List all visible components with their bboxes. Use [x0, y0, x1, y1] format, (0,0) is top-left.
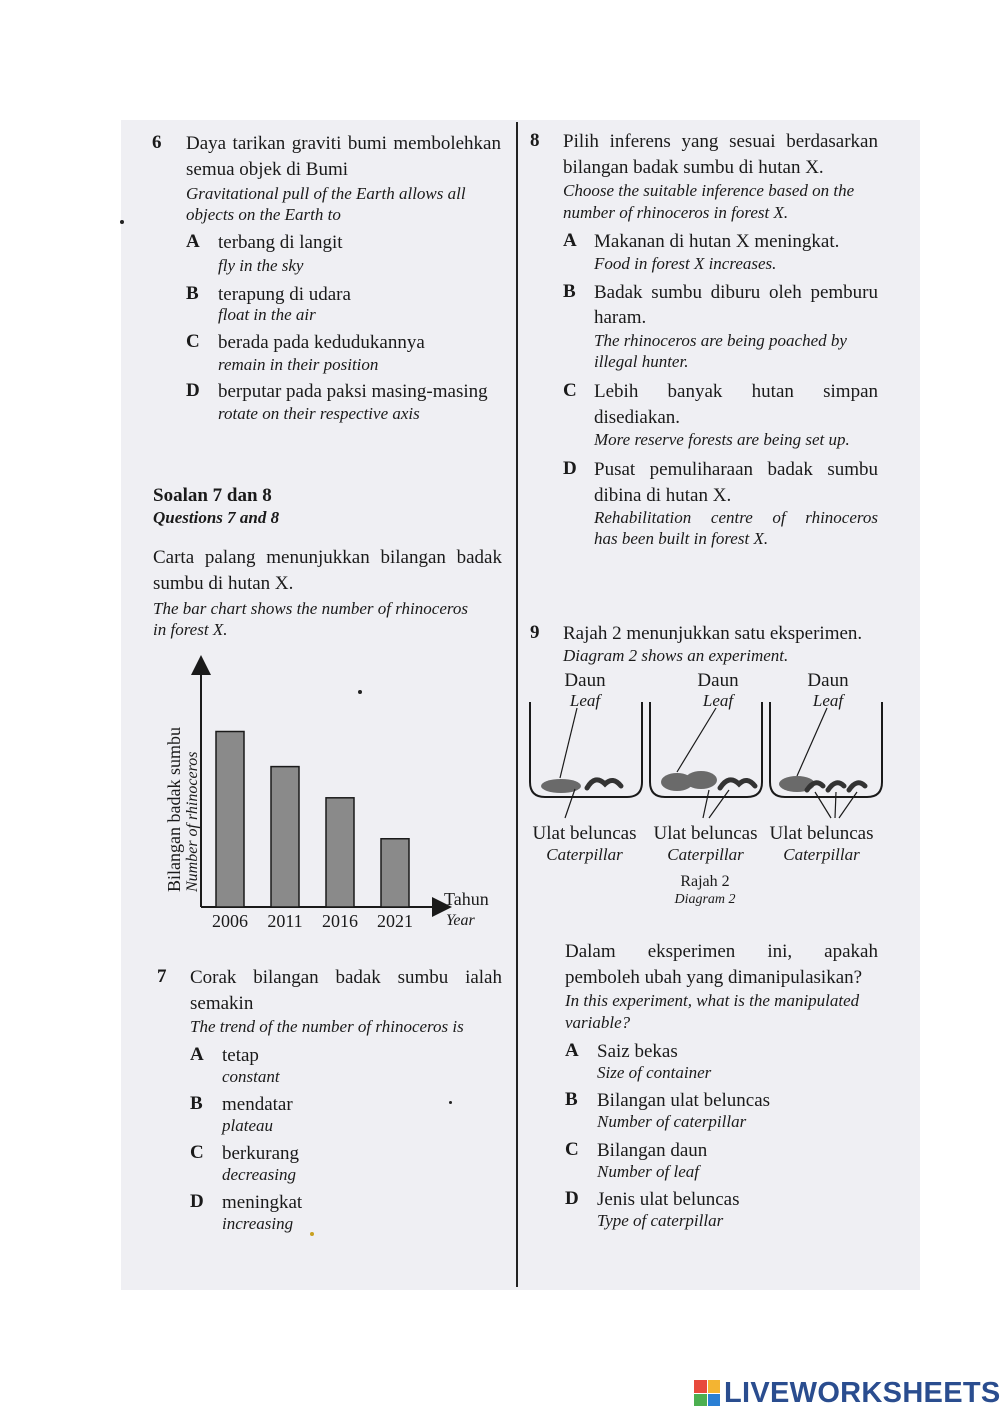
option-text-ms-line2: dibina di hutan X. [594, 485, 732, 506]
leaf-2b [685, 771, 717, 789]
option-letter: B [190, 1093, 203, 1114]
diagram-caption-en: Diagram 2 [674, 892, 736, 907]
q9-number: 9 [530, 622, 540, 643]
q7-stem-ms-line1: Corak bilangan badak sumbu ialah [190, 967, 502, 988]
leaf-1 [541, 779, 581, 793]
q8-stem-ms-line2: bilangan badak sumbu di hutan X. [563, 157, 824, 178]
q8-stem-ms-line1: Pilih inferens yang sesuai berdasarkan [563, 131, 878, 152]
caterpillar-3c [849, 783, 865, 790]
scan-mark [310, 1232, 314, 1236]
option-letter: A [563, 230, 577, 251]
option-letter: C [186, 331, 200, 352]
leaf-label-ms-1: Daun [564, 670, 606, 691]
scan-mark [358, 690, 362, 694]
bar-2016 [326, 798, 354, 907]
option-text-ms-line2: disediakan. [594, 407, 681, 428]
option-text-ms: berkurang [222, 1143, 300, 1164]
q8-number: 8 [530, 130, 540, 151]
caterpillar-pointer-3b [835, 792, 836, 818]
leaf-label-en-3: Leaf [812, 691, 844, 710]
option-text-en-line2: has been built in forest X. [594, 529, 769, 548]
leaf-pointer-3 [797, 708, 827, 776]
leaf-label-ms-3: Daun [807, 670, 849, 691]
caterpillar-label-en-1: Caterpillar [546, 845, 623, 864]
q6-stem-ms-line1: Daya tarikan graviti bumi membolehkan [186, 133, 501, 154]
bar-2006 [216, 732, 244, 908]
logo-square [694, 1380, 707, 1393]
caterpillar-label-ms-3: Ulat beluncas [769, 823, 874, 844]
section-heading-ms: Soalan 7 dan 8 [153, 485, 272, 506]
y-axis-label-en: Number of rhinoceros [184, 751, 201, 892]
option-text-en: float in the air [218, 305, 316, 324]
x-axis-label-ms: Tahun [444, 889, 489, 909]
caterpillar-2 [720, 780, 755, 788]
option-text-ms-line1: Pusat pemuliharaan badak sumbu [594, 459, 878, 480]
option-letter: A [565, 1040, 579, 1061]
scan-mark [120, 220, 124, 224]
option-text-ms-line2: haram. [594, 307, 647, 328]
caterpillar-label-en-3: Caterpillar [783, 845, 860, 864]
option-text-en: Number of leaf [597, 1162, 699, 1181]
option-text-ms: meningkat [222, 1192, 303, 1213]
option-text-ms: berada pada kedudukannya [218, 332, 425, 353]
q6-number: 6 [152, 132, 162, 153]
option-text-ms: berputar pada paksi masing-masing [218, 381, 488, 402]
option-text-en: Type of caterpillar [597, 1211, 724, 1230]
caterpillar-pointer-2a [703, 790, 709, 818]
caterpillar-pointer-2b [709, 790, 729, 818]
caterpillar-3a [807, 783, 823, 790]
leaf-label-en-2: Leaf [702, 691, 734, 710]
q9-stem-en: Diagram 2 shows an experiment. [563, 646, 789, 665]
brand-name: LIVEWORKSHEETS [724, 1376, 1000, 1409]
experiment-containers [525, 700, 885, 820]
leaf-pointer-2 [677, 708, 716, 772]
caterpillar-1 [587, 780, 621, 788]
x-tick-label-2016: 2016 [322, 911, 358, 930]
option-letter: B [565, 1089, 578, 1110]
caterpillar-pointer-1 [565, 789, 575, 818]
x-axis-label-en: Year [446, 912, 475, 929]
option-text-ms-line1: Badak sumbu diburu oleh pemburu [594, 282, 878, 303]
option-letter: D [565, 1188, 579, 1209]
option-text-en-line1: Rehabilitation centre of rhinoceros [594, 508, 878, 527]
q7-number: 7 [157, 966, 167, 987]
leaf-label-en-1: Leaf [569, 691, 601, 710]
option-letter: D [186, 380, 200, 401]
option-text-ms-line1: Lebih banyak hutan simpan [594, 381, 878, 402]
caterpillar-label-ms-2: Ulat beluncas [653, 823, 758, 844]
option-letter: A [190, 1044, 204, 1065]
q9-question-en-line1: In this experiment, what is the manipulated [565, 991, 860, 1010]
caterpillar-pointer-3a [815, 792, 831, 818]
caterpillar-label-ms-1: Ulat beluncas [532, 823, 637, 844]
option-text-en: Size of container [597, 1063, 712, 1082]
x-tick-label-2021: 2021 [377, 911, 413, 930]
option-text-ms: Bilangan ulat beluncas [597, 1090, 771, 1111]
bars [216, 732, 409, 908]
y-axis-label-ms: Bilangan badak sumbu [164, 727, 184, 892]
option-letter: D [190, 1191, 204, 1212]
section-intro-en-line2: in forest X. [153, 620, 228, 639]
option-text-en-line2: illegal hunter. [594, 352, 689, 371]
q6-stem-ms-line2: semua objek di Bumi [186, 159, 349, 180]
q6-stem-en-line1: Gravitational pull of the Earth allows all [186, 184, 466, 203]
option-text-en-line1: More reserve forests are being set up. [594, 430, 850, 449]
option-text-en: constant [222, 1067, 280, 1086]
bar-2021 [381, 839, 409, 907]
x-tick-labels [212, 911, 413, 930]
q9-question-ms-line2: pemboleh ubah yang dimanipulasikan? [565, 967, 863, 988]
leaf-label-ms-2: Daun [697, 670, 739, 691]
option-text-en: Food in forest X increases. [594, 254, 777, 273]
option-letter: C [565, 1139, 579, 1160]
option-text-en-line1: The rhinoceros are being poached by [594, 331, 847, 350]
q6-stem-en-line2: objects on the Earth to [186, 205, 341, 224]
section-intro-en-line1: The bar chart shows the number of rhinoceros [153, 599, 468, 618]
option-text-ms: Bilangan daun [597, 1140, 708, 1161]
q8-stem-en-line1: Choose the suitable inference based on the [563, 181, 855, 200]
scan-mark [449, 1101, 452, 1104]
option-text-en: Number of caterpillar [597, 1112, 747, 1131]
option-text-ms: terbang di langit [218, 232, 343, 253]
option-text-en: remain in their position [218, 355, 379, 374]
option-text-ms: Jenis ulat beluncas [597, 1189, 740, 1210]
option-text-ms: tetap [222, 1045, 259, 1066]
x-tick-label-2006: 2006 [212, 911, 248, 930]
section-intro-ms-line2: sumbu di hutan X. [153, 573, 294, 594]
option-text-ms: mendatar [222, 1094, 293, 1115]
option-text-en: fly in the sky [218, 256, 304, 275]
x-tick-label-2011: 2011 [267, 911, 303, 930]
q9-stem-ms: Rajah 2 menunjukkan satu eksperimen. [563, 623, 863, 644]
q9-question-ms-line1: Dalam eksperimen ini, apakah [565, 941, 878, 962]
option-text-en: rotate on their respective axis [218, 404, 420, 423]
caterpillar-pointer-3c [839, 792, 857, 818]
liveworksheets-brand[interactable] [694, 1378, 1000, 1408]
liveworksheets-logo-icon [694, 1380, 720, 1406]
option-letter: B [186, 283, 199, 304]
q7-stem-ms-line2: semakin [190, 993, 254, 1014]
option-letter: C [563, 380, 577, 401]
option-text-ms: Makanan di hutan X meningkat. [594, 231, 840, 252]
logo-square [708, 1380, 721, 1393]
option-text-en: plateau [222, 1116, 273, 1135]
bar-2011 [271, 767, 299, 907]
option-letter: B [563, 281, 576, 302]
option-text-ms: terapung di udara [218, 284, 351, 305]
diagram-caption-ms: Rajah 2 [680, 873, 730, 890]
section-heading-en: Questions 7 and 8 [153, 508, 280, 527]
q8-stem-en-line2: number of rhinoceros in forest X. [563, 203, 789, 222]
option-text-en: increasing [222, 1214, 294, 1233]
column-divider [516, 122, 518, 1287]
logo-square [708, 1394, 721, 1407]
caterpillar-3b [828, 783, 844, 790]
caterpillar-label-en-2: Caterpillar [667, 845, 744, 864]
rhinoceros-bar-chart [150, 655, 505, 930]
option-text-ms: Saiz bekas [597, 1041, 678, 1062]
option-text-en: decreasing [222, 1165, 296, 1184]
section-intro-ms-line1: Carta palang menunjukkan bilangan badak [153, 547, 502, 568]
option-letter: D [563, 458, 577, 479]
q7-stem-en: The trend of the number of rhinoceros is [190, 1017, 464, 1036]
option-letter: C [190, 1142, 204, 1163]
logo-square [694, 1394, 707, 1407]
option-letter: A [186, 231, 200, 252]
q9-question-en-line2: variable? [565, 1013, 631, 1032]
leaf-pointer-1 [560, 708, 577, 778]
